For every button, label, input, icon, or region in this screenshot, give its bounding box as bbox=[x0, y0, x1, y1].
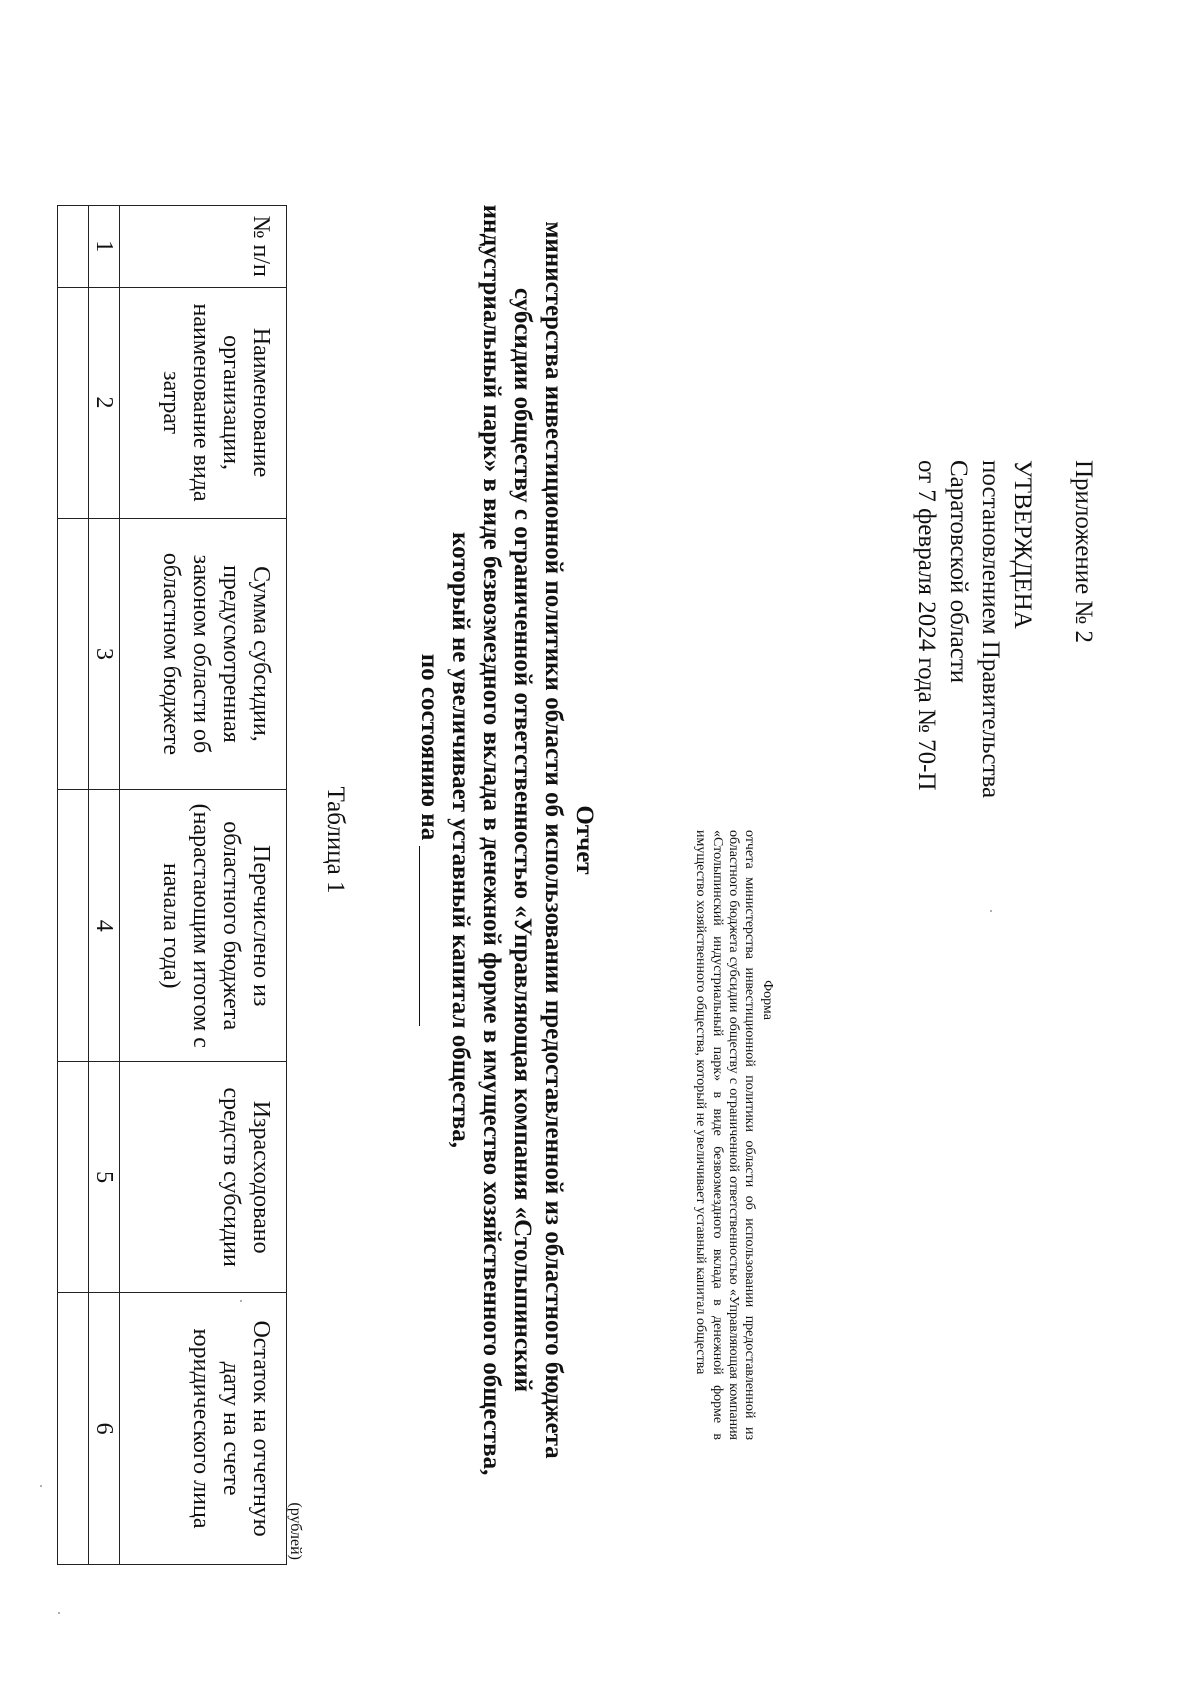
appendix-number: Приложение № 2 bbox=[1070, 460, 1097, 644]
rotated-page-content bbox=[91, 80, 1130, 1600]
column-number: 4 bbox=[89, 790, 120, 1062]
column-number: 5 bbox=[89, 1062, 120, 1293]
column-header-planned-amount: Сумма субсидии, предусмотренная законом области об областном бюджете bbox=[120, 518, 287, 790]
empty-cell bbox=[58, 790, 89, 1062]
table-header-row bbox=[120, 206, 287, 1565]
column-header-balance: Остаток на отчетную дату на счете юридического лица bbox=[120, 1293, 287, 1565]
column-number-row bbox=[89, 206, 120, 1565]
table-empty-row bbox=[58, 206, 89, 1565]
approval-line: Саратовской области bbox=[945, 460, 972, 684]
empty-cell bbox=[58, 1062, 89, 1293]
report-date-line bbox=[414, 80, 445, 1600]
column-header-spent: Израсходовано средств субсидии bbox=[120, 1062, 287, 1293]
scan-speck bbox=[40, 1485, 42, 1487]
scan-speck bbox=[58, 1612, 60, 1614]
table-caption: Таблица 1 bbox=[322, 786, 349, 894]
report-heading-line: индустриальный парк» в виде безвозмездного вклада в денежной форме в имущество хозяйственного общества, bbox=[478, 204, 505, 1476]
approval-line: УТВЕРЖДЕНА bbox=[1009, 460, 1036, 629]
report-date-label: по состоянию на bbox=[416, 653, 443, 841]
report-table bbox=[57, 205, 287, 1565]
column-number: 6 bbox=[89, 1293, 120, 1565]
empty-cell bbox=[58, 287, 89, 518]
empty-cell bbox=[58, 518, 89, 790]
empty-cell bbox=[58, 206, 89, 288]
form-description: отчета министерства инвестиционной политики области об использовании предоставленной из областного бюджета субсидии обществу с ограниченной ответственностью «Управляющая компания «Столыпинский индустриальный парк» в виде безвозмездного вклада в денежной форме в имущество хозяйственного общества, который не увеличивает уставный капитал общества bbox=[693, 830, 757, 1440]
scan-speck bbox=[990, 910, 992, 912]
approval-line: постановлением Правительства bbox=[977, 460, 1004, 799]
column-number: 2 bbox=[89, 287, 120, 518]
report-heading bbox=[414, 80, 600, 1600]
report-heading-line: субсидии обществу с ограниченной ответственностью «Управляющая компания «Столыпинский bbox=[509, 287, 536, 1393]
form-label: Форма bbox=[760, 980, 775, 1020]
column-number: 3 bbox=[89, 518, 120, 790]
column-header-transferred: Перечислено из областного бюджета (нарастающим итогом с начала года) bbox=[120, 790, 287, 1062]
column-header-organization: Наименование организации, наименование вида затрат bbox=[120, 287, 287, 518]
scan-speck bbox=[240, 1300, 242, 1302]
empty-cell bbox=[58, 1293, 89, 1565]
column-number: 1 bbox=[89, 206, 120, 288]
approval-line: от 7 февраля 2024 года № 70-П bbox=[913, 460, 940, 791]
report-heading-line: министерства инвестиционной политики области об использовании предоставленной из областного бюджета bbox=[540, 221, 567, 1459]
approval-block bbox=[910, 460, 1038, 798]
column-header-number: № п/п bbox=[120, 206, 287, 288]
currency-units: (рублей) bbox=[287, 1502, 304, 1560]
report-heading-line: который не увеличивает уставный капитал общества, bbox=[447, 532, 474, 1148]
report-title: Отчет bbox=[571, 805, 598, 875]
